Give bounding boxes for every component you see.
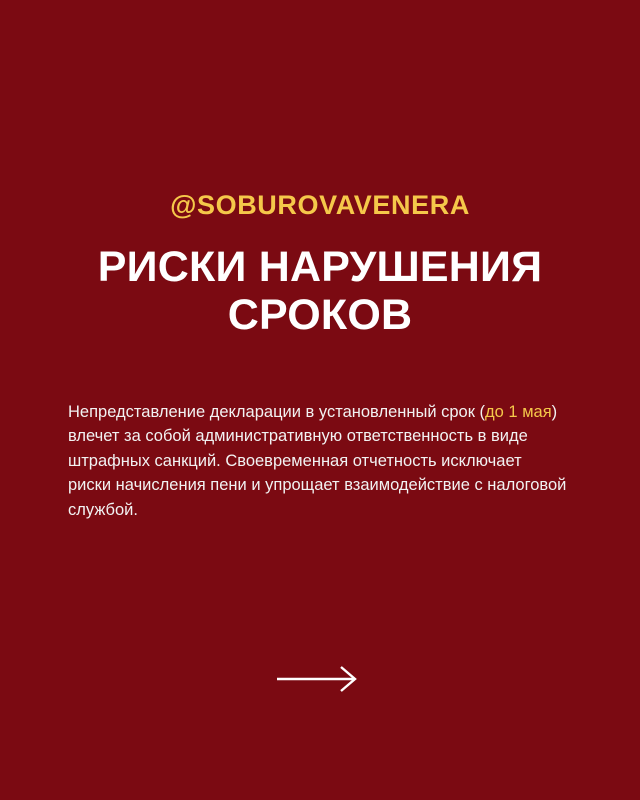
body-paragraph (68, 400, 568, 522)
deadline-highlight: до 1 мая (485, 403, 552, 421)
page-title: РИСКИ НАРУШЕНИЯ СРОКОВ (97, 243, 543, 340)
author-handle: @SOBUROVAVENERA (170, 190, 470, 220)
body-text-part1: Непредставление декларации в установленный срок ( (68, 403, 486, 421)
body-text-part2: ) влечет за собой административную ответственность в виде штрафных санкций. Своевременная отчетность исключает риски начисления пени и упрощает взаимодействие с налоговой службой. (68, 403, 567, 519)
next-slide-arrow[interactable] (0, 664, 640, 694)
arrow-right-icon (275, 664, 365, 694)
